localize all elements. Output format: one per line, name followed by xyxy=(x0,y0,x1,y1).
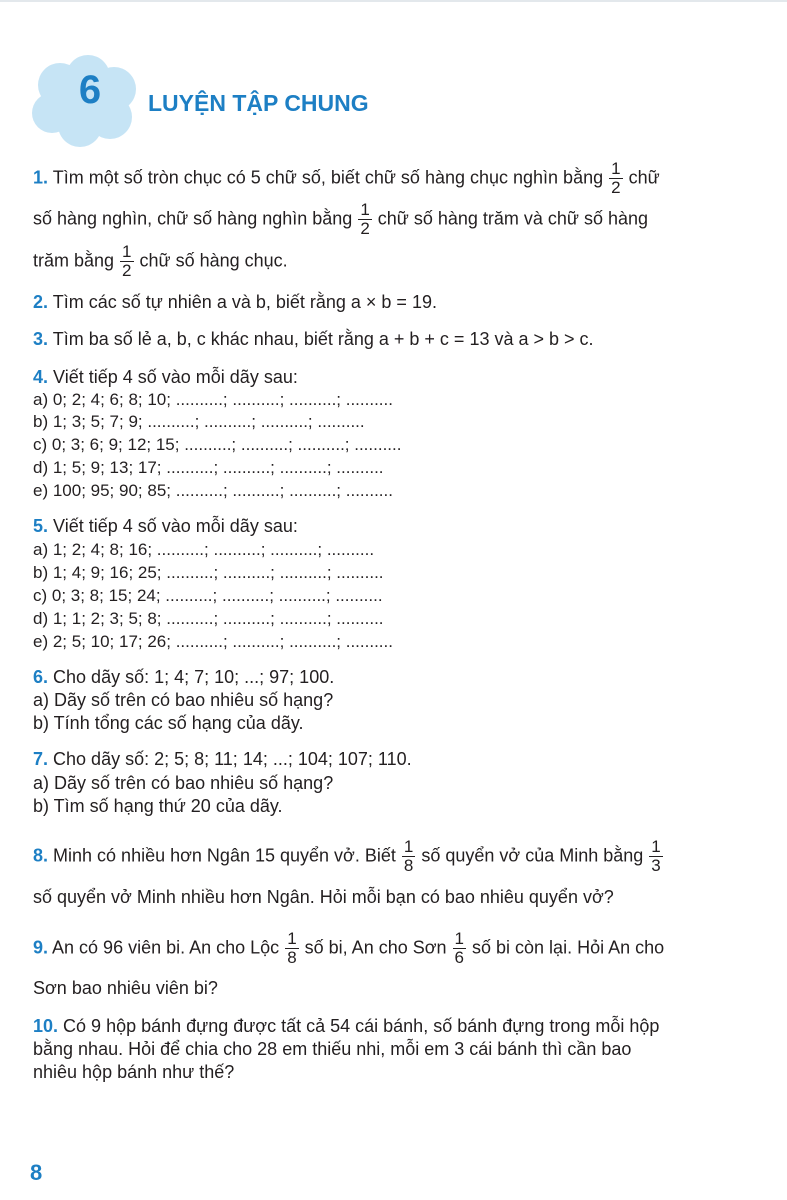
top-rule xyxy=(0,0,787,2)
problem-1-line-2: số hàng nghìn, chữ số hàng nghìn bằng $\frac{1}{2}$ chữ số hàng trăm và chữ số hàng xyxy=(33,200,649,238)
problem-6: 6. Cho dãy số: 1; 4; 7; 10; ...; 97; 100. xyxy=(33,667,335,687)
problem-number: 8. xyxy=(33,845,49,866)
sequence-item: b) 1; 4; 9; 16; 25; ..........; ..........; ..........; .......... xyxy=(33,563,384,582)
fraction: $\frac{1}{2}$ xyxy=(360,200,370,238)
page-number: 8 xyxy=(30,1160,43,1185)
problem-1-line-1: 1. Tìm một số tròn chục có 5 chữ số, biết chữ số hàng chục nghìn bằng $\frac{1}{2}$ chữ xyxy=(33,159,660,197)
sequence-item: d) 1; 1; 2; 3; 5; 8; ..........; ..........; ..........; .......... xyxy=(33,609,384,628)
problem-10-line-2: bằng nhau. Hỏi để chia cho 28 em thiếu nhi, mỗi em 3 cái bánh thì cần bao xyxy=(33,1039,632,1059)
problem-number: 9. xyxy=(33,937,49,958)
lesson-title: LUYỆN TẬP CHUNG xyxy=(148,90,369,116)
fraction: $\frac{1}{8}$ xyxy=(403,837,414,875)
problem-7: 7. Cho dãy số: 2; 5; 8; 11; 14; ...; 104; 107; 110. xyxy=(33,749,412,769)
problem-8-line-2: số quyển vở Minh nhiều hơn Ngân. Hỏi mỗi bạn có bao nhiêu quyển vở? xyxy=(33,887,614,907)
sequence-item: e) 2; 5; 10; 17; 26; ..........; ..........; ..........; .......... xyxy=(33,632,393,651)
problem-number: 2. xyxy=(33,292,49,312)
problem-1-line-3: trăm bằng $\frac{1}{2}$ chữ số hàng chục. xyxy=(33,242,288,280)
problem-3: 3. Tìm ba số lẻ a, b, c khác nhau, biết rằng a + b + c = 13 và a > b > c. xyxy=(33,329,594,349)
problem-number: 3. xyxy=(33,329,49,349)
problem-number: 4. xyxy=(33,367,49,387)
question-item: b) Tính tổng các số hạng của dãy. xyxy=(33,713,304,733)
fraction: $\frac{1}{2}$ xyxy=(611,159,621,197)
sequence-item: c) 0; 3; 8; 15; 24; ..........; ..........; ..........; .......... xyxy=(33,586,383,605)
problem-number: 6. xyxy=(33,667,49,687)
sequence-item: b) 1; 3; 5; 7; 9; ..........; ..........; ..........; .......... xyxy=(33,412,365,431)
fraction: $\frac{1}{8}$ xyxy=(287,929,297,967)
problem-5: 5. Viết tiếp 4 số vào mỗi dãy sau: xyxy=(33,516,298,536)
question-item: a) Dãy số trên có bao nhiêu số hạng? xyxy=(33,773,334,793)
lesson-number: 6 xyxy=(78,68,102,112)
problem-2: 2. Tìm các số tự nhiên a và b, biết rằng a × b = 19. xyxy=(33,292,437,312)
fraction: $\frac{1}{6}$ xyxy=(454,929,465,967)
fraction: $\frac{1}{3}$ xyxy=(651,837,661,875)
problem-10-line-3: nhiêu hộp bánh như thế? xyxy=(33,1062,235,1082)
problem-number: 10. xyxy=(33,1016,59,1036)
question-item: a) Dãy số trên có bao nhiêu số hạng? xyxy=(33,690,334,710)
problem-number: 5. xyxy=(33,516,49,536)
sequence-item: a) 1; 2; 4; 8; 16; ..........; ..........; ..........; .......... xyxy=(33,540,375,559)
sequence-item: e) 100; 95; 90; 85; ..........; ..........; ..........; .......... xyxy=(33,481,393,500)
problem-9-line-1: 9. An có 96 viên bi. An cho Lộc $\frac{1}{8}$ số bi, An cho Sơn $\frac{1}{6}$ số bi còn lại. Hỏi An cho xyxy=(33,929,665,967)
sequence-item: d) 1; 5; 9; 13; 17; ..........; ..........; ..........; .......... xyxy=(33,458,384,477)
problem-4: 4. Viết tiếp 4 số vào mỗi dãy sau: xyxy=(33,367,298,387)
problem-8-line-1: 8. Minh có nhiều hơn Ngân 15 quyển vở. Biết $\frac{1}{8}$ số quyển vở của Minh bằng $\frac{1}{3}$ xyxy=(33,837,661,875)
problem-number: 7. xyxy=(33,749,49,769)
sequence-item: c) 0; 3; 6; 9; 12; 15; ..........; ..........; ..........; .......... xyxy=(33,435,402,454)
problem-9-line-2: Sơn bao nhiêu viên bi? xyxy=(33,978,218,998)
question-item: b) Tìm số hạng thứ 20 của dãy. xyxy=(33,796,283,816)
fraction: $\frac{1}{2}$ xyxy=(122,242,132,280)
problem-10-line-1: 10. Có 9 hộp bánh đựng được tất cả 54 cái bánh, số bánh đựng trong mỗi hộp xyxy=(33,1016,660,1036)
problem-number: 1. xyxy=(33,167,49,188)
sequence-item: a) 0; 2; 4; 6; 8; 10; ..........; ..........; ..........; .......... xyxy=(33,390,393,409)
